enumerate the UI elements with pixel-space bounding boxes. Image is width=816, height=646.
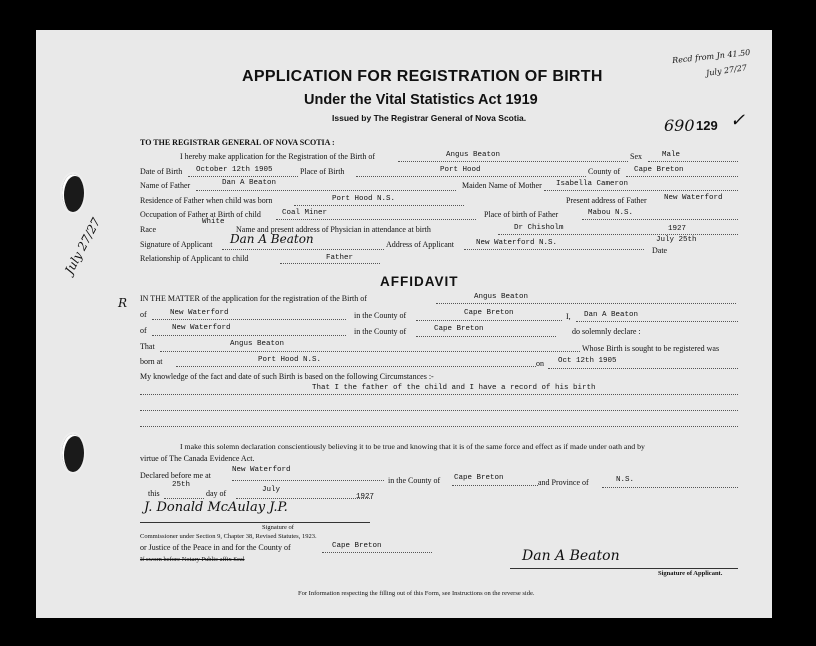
sex-value: Male [662,151,681,159]
address-applicant-label: Address of Applicant [386,240,454,249]
affidavit-county-label-2: in the County of [354,327,407,336]
affidavit-declarant: Dan A Beaton [584,311,639,319]
affidavit-solemnly: do solemnly declare : [572,327,641,336]
affidavit-county: Cape Breton [464,309,514,317]
mother-maiden-label: Maiden Name of Mother [462,181,542,190]
left-margin-date: July 27/27 [62,215,104,277]
this-label: this [148,489,160,498]
residence-father-label: Residence of Father when child was born [140,196,273,205]
province-value: N.S. [616,476,635,484]
affidavit-heading: AFFIDAVIT [380,274,459,289]
punch-hole-top [60,172,86,214]
race-value: White [202,218,225,226]
registration-number-hand: 690 [664,116,695,135]
punch-hole-bottom [60,432,86,474]
father-birthplace-value: Mabou N.S. [588,209,634,217]
signature-of-label: Signature of [262,524,294,531]
affidavit-that-name: Angus Beaton [230,340,285,348]
affidavit-declarant-of: New Waterford [172,324,231,332]
footer-note: For Information respecting the filling out of this Form, see Instructions on the reverse side. [298,590,535,597]
declared-at-label: Declared before me at [140,471,211,480]
declared-day: 25th [172,481,191,489]
left-margin-initial: R [118,296,128,310]
affidavit-of-label-2: of [140,326,147,335]
affidavit-born-at: Port Hood N.S. [258,356,322,364]
declaration-line-1: I make this solemn declaration conscientiously believing it to be true and knowing that it is of the same force and effect as if made under oath and by [180,442,645,451]
date-value: July 25th [656,236,697,244]
physician-value: Dr Chisholm [514,224,564,232]
justice-county: Cape Breton [332,542,382,550]
residence-father-value: Port Hood N.S. [332,195,396,203]
race-label: Race [140,225,156,234]
province-label: and Province of [538,478,589,487]
affidavit-of-label: of [140,310,147,319]
applicant-address-value: New Waterford N.S. [476,239,558,247]
affidavit-born-at-label: born at [140,357,163,366]
applicant-signature: Dan A Beaton [230,232,314,246]
affidavit-i-label: I, [566,312,571,321]
present-address-value: New Waterford [664,194,723,202]
to-registrar: TO THE REGISTRAR GENERAL OF NOVA SCOTIA : [140,138,335,147]
affidavit-that-label: That [140,342,155,351]
application-intro: I hereby make application for the Registration of the Birth of [180,152,376,161]
date-label: Date [652,246,668,255]
day-of-label: day of [206,489,227,498]
affidavit-born-on: Oct 12th 1905 [558,357,617,365]
affidavit-declarant-county: Cape Breton [434,325,484,333]
dob-label: Date of Birth [140,167,183,176]
father-name-value: Dan A Beaton [222,179,277,187]
margin-note-2: July 27/27 [705,63,748,78]
form-title: APPLICATION FOR REGISTRATION OF BIRTH [242,68,603,85]
notary-label: If sworn before Notary Public affix Seal [140,556,245,563]
registration-number-stamp: 129 [696,118,718,133]
affidavit-in-matter: IN THE MATTER of the application for the registration of the Birth of [140,294,367,303]
signature-applicant-label: Signature of Applicant [140,240,213,249]
occupation-label: Occupation of Father at Birth of child [140,210,261,219]
affidavit-of-place: New Waterford [170,309,229,317]
sex-label: Sex [630,152,642,161]
declared-month: July [262,486,281,494]
father-name-label: Name of Father [140,181,191,190]
margin-note-1: Recd from Jn 41.50 [671,47,751,66]
relationship-label: Relationship of Applicant to child [140,254,249,263]
relationship-value: Father [326,254,354,262]
place-of-birth-label: Place of Birth [300,167,345,176]
child-name: Angus Beaton [446,151,501,159]
issued-by: Issued by The Registrar General of Nova Scotia. [332,113,527,123]
signature-applicant-label-2: Signature of Applicant. [658,570,723,577]
check-mark: ✓ [730,110,746,131]
affidavit-circumstances: That I the father of the child and I have a record of his birth [312,384,596,392]
justice-label: or Justice of the Peace in and for the County of [140,543,291,552]
year-value: 1927 [668,225,687,233]
applicant-signature-2: Dan A Beaton [522,548,620,564]
dob-value: October 12th 1905 [196,166,273,174]
form-subtitle: Under the Vital Statistics Act 1919 [304,92,538,108]
declared-county: Cape Breton [454,474,504,482]
county-label: County of [588,167,621,176]
affidavit-whose-birth: Whose Birth is sought to be registered was [582,344,720,353]
occupation-value: Coal Miner [282,209,328,217]
commissioner-label: Commissioner under Section 9, Chapter 38, Revised Statutes, 1923. [140,533,317,540]
place-of-birth-value: Port Hood [440,166,481,174]
declared-county-label: in the County of [388,476,441,485]
commissioner-signature: J. Donald McAulay J.P. [144,500,288,515]
declared-at: New Waterford [232,466,291,474]
form-sheet [36,30,772,618]
affidavit-county-label: in the County of [354,311,407,320]
mother-maiden-value: Isabella Cameron [556,180,629,188]
county-value: Cape Breton [634,166,684,174]
physician-label: Name and present address of Physician in attendance at birth [236,225,431,234]
present-address-label: Present address of Father [566,196,647,205]
declared-year: 1927 [356,493,375,501]
affidavit-knowledge: My knowledge of the fact and date of such Birth is based on the following Circumstances :- [140,372,434,381]
declaration-line-2: virtue of The Canada Evidence Act. [140,454,255,463]
affidavit-on-label: on [536,359,544,368]
affidavit-child: Angus Beaton [474,293,529,301]
father-birthplace-label: Place of birth of Father [484,210,559,219]
